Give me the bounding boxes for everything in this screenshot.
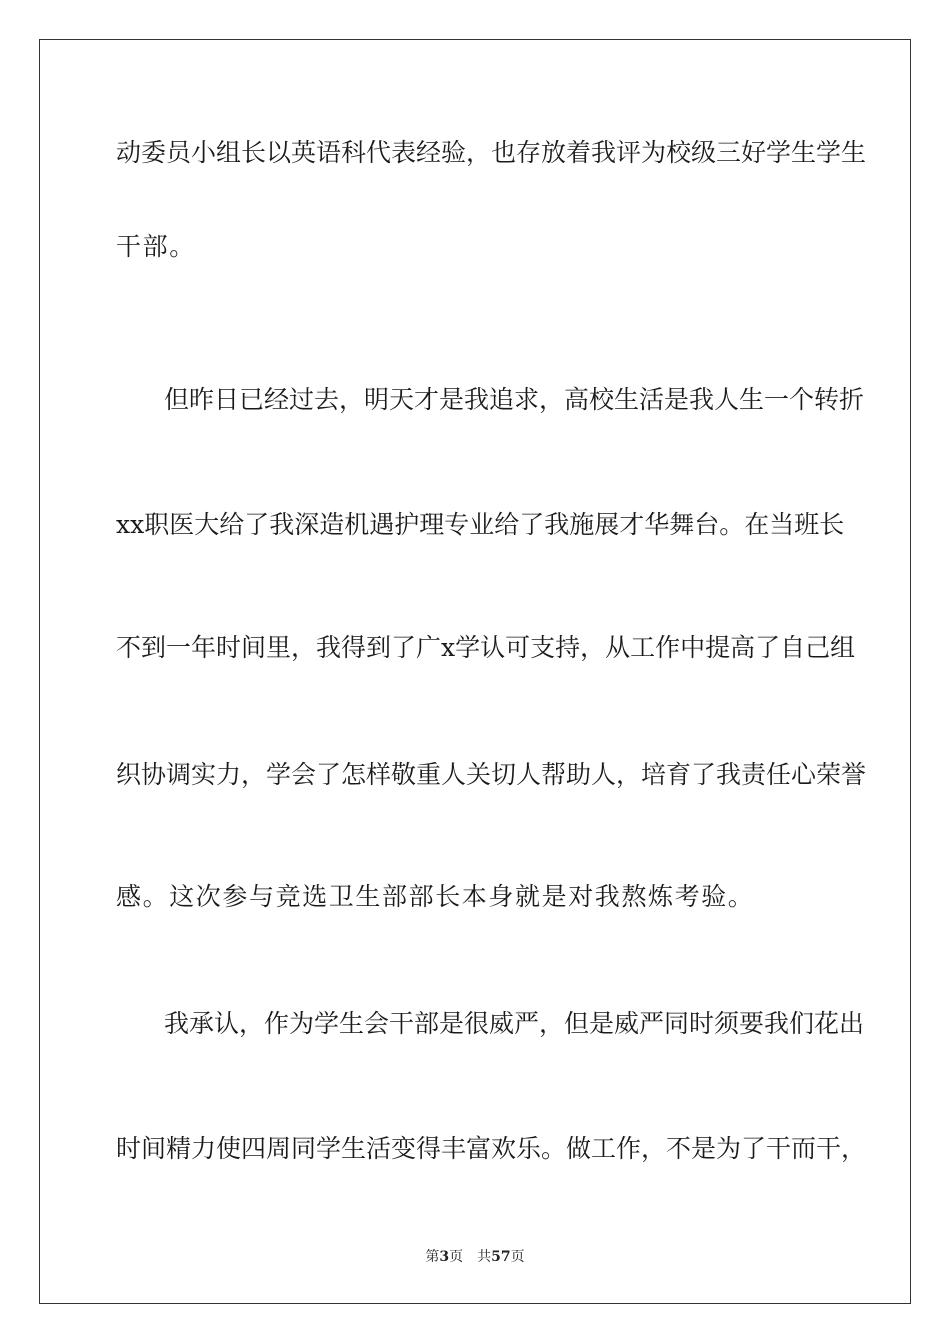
page-footer [0,1247,950,1267]
page-border [39,39,911,1304]
text-line-9: 时间精力使四周同学生活变得丰富欢乐。做工作，不是为了干而干， [116,1134,867,1163]
text-line-5: 不到一年时间里，我得到了广x学认可支持，从工作中提高了自己组 [116,633,856,662]
total-suffix: 页 [510,1249,525,1265]
text-line-8: 我承认，作为学生会干部是很威严，但是威严同时须要我们花出 [164,1009,865,1038]
text-line-7: 感。这次参与竞选卫生部部长本身就是对我熬炼考验。 [116,882,755,911]
total-prefix: 共 [477,1249,492,1265]
text-line-1: 动委员小组长以英语科代表经验，也存放着我评为校级三好学生学生 [116,138,867,167]
total-pages: 57 [491,1249,511,1265]
page-prefix: 第 [425,1249,440,1265]
text-line-6: 织协调实力，学会了怎样敬重人关切人帮助人，培育了我责任心荣誉 [116,760,867,789]
text-line-2: 干部。 [116,232,196,261]
page-number: 3 [439,1249,450,1265]
text-line-4: xx职医大给了我深造机遇护理专业给了我施展才华舞台。在当班长 [116,510,845,539]
page-suffix: 页 [449,1249,464,1265]
text-line-3: 但昨日已经过去，明天才是我追求，高校生活是我人生一个转折 [164,385,865,414]
